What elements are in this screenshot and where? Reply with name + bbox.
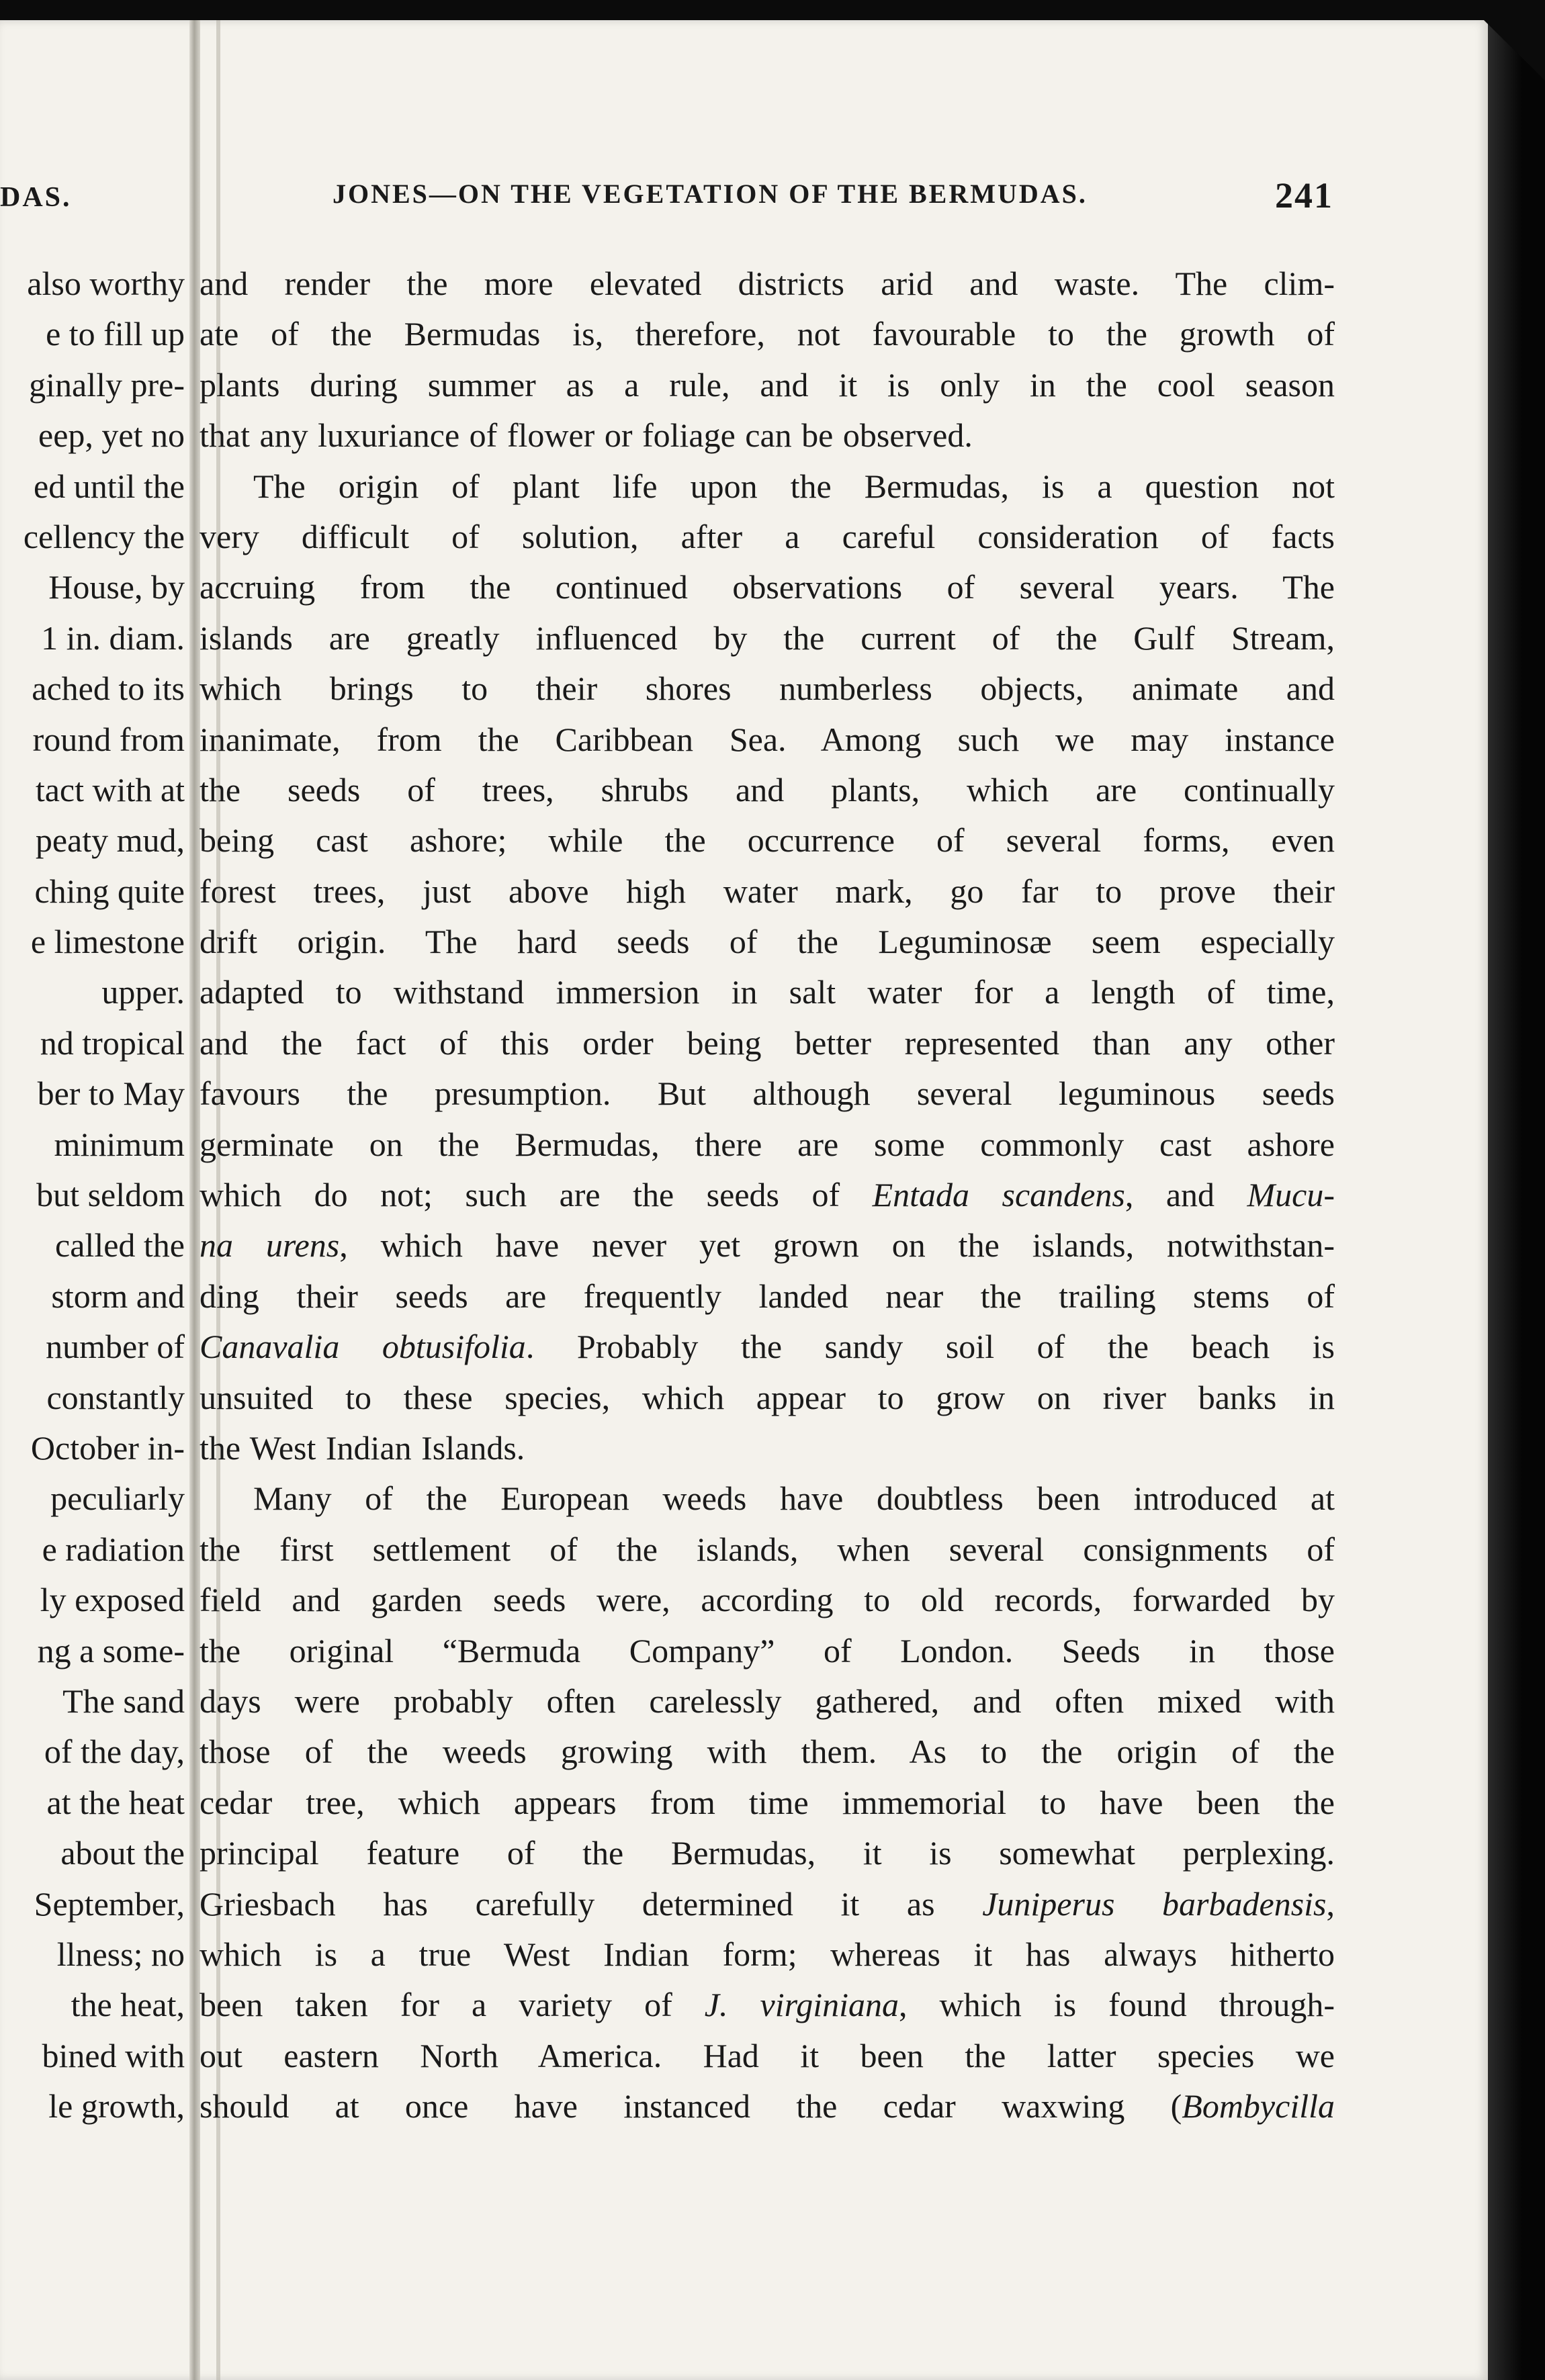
text-line: [200, 1068, 1335, 1119]
text-line: [200, 1828, 1335, 1878]
left-fragment-line: September,: [34, 1884, 185, 1923]
text-line: [200, 815, 1335, 866]
page-number: 241: [1275, 175, 1333, 216]
text-span: germinate on the Bermudas, there are some commonly cast ashore: [200, 1125, 1335, 1163]
text-span: inanimate, from the Caribbean Sea. Among such we may instance: [200, 720, 1335, 758]
text-span: . Probably the sandy soil of the beach is: [525, 1328, 1335, 1366]
text-line: [200, 1322, 1335, 1372]
left-fragment-line: ly exposed: [40, 1581, 185, 1619]
text-line: [200, 663, 1335, 714]
text-span: being cast ashore; while the occurrence of several forms, even: [200, 821, 1335, 860]
previous-page-text-column: [0, 259, 185, 2132]
left-fragment-line: le growth,: [48, 2087, 185, 2125]
left-fragment-line: storm and: [51, 1277, 185, 1315]
text-line: [200, 410, 1335, 461]
left-fragment-line: eep, yet no: [38, 416, 185, 455]
italic-species-name: na urens: [200, 1226, 340, 1265]
italic-species-name: Mucu-: [1247, 1176, 1335, 1214]
text-line: [200, 1626, 1335, 1676]
left-fragment-line: peaty mud,: [35, 821, 185, 860]
text-span: plants during summer as a rule, and it is only in the cool season: [200, 365, 1335, 404]
text-span: which is a true West Indian form; whereas it has always hitherto: [200, 1935, 1335, 1973]
text-line: [200, 1929, 1335, 1980]
text-span: which brings to their shores numberless objects, animate and: [200, 670, 1335, 708]
previous-page-running-header: DAS.: [0, 182, 72, 213]
left-fragment-line: called the: [55, 1226, 185, 1265]
left-fragment-line: about the: [60, 1834, 185, 1872]
text-line: [200, 1271, 1335, 1322]
left-fragment-line: at the heat: [46, 1783, 185, 1821]
binding-gutter: [189, 20, 200, 2380]
italic-species-name: Bombycilla: [1182, 2087, 1335, 2125]
text-line: [200, 461, 1335, 512]
text-span: field and garden seeds were, according to old records, forwarded by: [200, 1581, 1335, 1619]
text-line: [200, 309, 1335, 359]
text-span: Many of the European weeds have doubtless been introduced at: [253, 1479, 1335, 1518]
text-line: [200, 1373, 1335, 1423]
left-fragment-line: minimum: [54, 1125, 185, 1163]
text-span: the original “Bermuda Company” of London. Seeds in those: [200, 1631, 1335, 1669]
text-line: [200, 917, 1335, 967]
text-line: [200, 562, 1335, 612]
text-span: cedar tree, which appears from time immemorial to have been the: [200, 1783, 1335, 1821]
left-fragment-line: cellency the: [23, 517, 185, 555]
text-line: [200, 1524, 1335, 1575]
text-line: [200, 1676, 1335, 1727]
left-fragment-line: ng a some-: [37, 1631, 185, 1669]
left-fragment-line: e radiation: [42, 1530, 185, 1568]
text-line: [200, 1170, 1335, 1220]
text-span: unsuited to these species, which appear to grow on river banks in: [200, 1378, 1335, 1416]
text-line: [200, 259, 1335, 309]
text-span: drift origin. The hard seeds of the Leguminosæ seem especially: [200, 923, 1335, 961]
left-fragment-line: e limestone: [30, 923, 185, 961]
left-fragment-line: llness; no: [56, 1935, 185, 1973]
text-span: the West Indian Islands.: [200, 1428, 525, 1467]
text-span: islands are greatly influenced by the current of the Gulf Stream,: [200, 619, 1335, 657]
text-span: The origin of plant life upon the Bermudas, is a question not: [253, 467, 1335, 505]
text-line: [200, 967, 1335, 1017]
left-fragment-line: 1 in. diam.: [41, 619, 185, 657]
page-edge-shadow: [1488, 20, 1545, 2380]
left-fragment-line: The sand: [62, 1682, 185, 1720]
text-span: the seeds of trees, shrubs and plants, which are continually: [200, 770, 1335, 809]
text-span: , which have never yet grown on the islands, notwithstan-: [339, 1226, 1335, 1265]
left-fragment-line: bined with: [42, 2036, 185, 2074]
text-span: and render the more elevated districts arid and waste. The clim-: [200, 265, 1335, 302]
text-line: [200, 1018, 1335, 1068]
text-span: adapted to withstand immersion in salt water for a length of time,: [200, 973, 1335, 1011]
text-line: [200, 1473, 1335, 1524]
text-span: days were probably often carelessly gathered, and often mixed with: [200, 1682, 1335, 1720]
text-span: forest trees, just above high water mark, go far to prove their: [200, 872, 1335, 910]
text-line: [200, 866, 1335, 917]
text-line: [200, 1119, 1335, 1170]
text-span: ate of the Bermudas is, therefore, not favourable to the growth of: [200, 315, 1335, 353]
left-fragment-line: peculiarly: [50, 1479, 185, 1518]
left-fragment-line: ching quite: [34, 872, 185, 910]
running-header: JONES—ON THE VEGETATION OF THE BERMUDAS.: [333, 179, 1088, 209]
text-line: [200, 1980, 1335, 2030]
text-line: [200, 1778, 1335, 1828]
left-fragment-line: tact with at: [35, 770, 185, 809]
text-line: [200, 2031, 1335, 2081]
text-span: and the fact of this order being better represented than any other: [200, 1023, 1335, 1062]
text-span: which do not; such are the seeds of: [200, 1176, 873, 1214]
text-span: ,: [1326, 1884, 1335, 1923]
left-fragment-line: ached to its: [32, 670, 185, 708]
text-line: [200, 715, 1335, 765]
left-fragment-line: nd tropical: [40, 1023, 185, 1062]
left-fragment-line: of the day,: [44, 1733, 185, 1771]
text-span: been taken for a variety of: [200, 1986, 705, 2024]
text-span: out eastern North America. Had it been the latter species we: [200, 2036, 1335, 2074]
text-line: [200, 360, 1335, 410]
italic-species-name: Entada scandens: [872, 1176, 1125, 1214]
text-line: [200, 1575, 1335, 1625]
text-span: accruing from the continued observations of several years. The: [200, 568, 1335, 606]
text-line: [200, 1727, 1335, 1777]
italic-species-name: Canavalia obtusifolia: [200, 1328, 526, 1366]
text-line: [200, 1423, 1335, 1473]
text-span: should at once have instanced the cedar waxwing (: [200, 2087, 1182, 2125]
body-text-column: [200, 259, 1335, 2132]
left-fragment-line: ginally pre-: [29, 365, 185, 404]
text-line: [200, 1220, 1335, 1271]
text-span: those of the weeds growing with them. As to the origin of the: [200, 1733, 1335, 1771]
text-span: principal feature of the Bermudas, it is somewhat perplexing.: [200, 1834, 1335, 1872]
left-fragment-line: round from: [32, 720, 185, 758]
left-fragment-line: upper.: [101, 973, 185, 1011]
text-line: [200, 1879, 1335, 1929]
left-fragment-line: House, by: [48, 568, 185, 606]
text-span: ding their seeds are frequently landed near the trailing stems of: [200, 1277, 1335, 1315]
left-fragment-line: the heat,: [71, 1986, 185, 2024]
left-fragment-line: also worthy: [27, 265, 185, 302]
left-fragment-line: ber to May: [37, 1074, 185, 1113]
text-span: favours the presumption. But although several leguminous seeds: [200, 1074, 1335, 1113]
text-line: [200, 2081, 1335, 2132]
text-span: very difficult of solution, after a careful consideration of facts: [200, 517, 1335, 555]
italic-species-name: Juniperus barbadensis: [982, 1884, 1327, 1923]
text-span: , and: [1124, 1176, 1247, 1214]
left-fragment-line: October in-: [30, 1428, 185, 1467]
left-fragment-line: constantly: [46, 1378, 185, 1416]
left-fragment-line: e to fill up: [46, 315, 185, 353]
text-line: [200, 512, 1335, 562]
italic-species-name: J. virginiana: [704, 1986, 899, 2024]
left-fragment-line: number of: [46, 1328, 185, 1366]
text-line: [200, 613, 1335, 663]
left-fragment-line: ed until the: [34, 467, 185, 505]
text-span: Griesbach has carefully determined it as: [200, 1884, 983, 1923]
text-line: [200, 765, 1335, 815]
left-fragment-line: but seldom: [36, 1176, 185, 1214]
text-span: , which is found through-: [899, 1986, 1335, 2024]
text-span: that any luxuriance of flower or foliage can be observed.: [200, 416, 973, 455]
text-span: the first settlement of the islands, when several consignments of: [200, 1530, 1335, 1568]
